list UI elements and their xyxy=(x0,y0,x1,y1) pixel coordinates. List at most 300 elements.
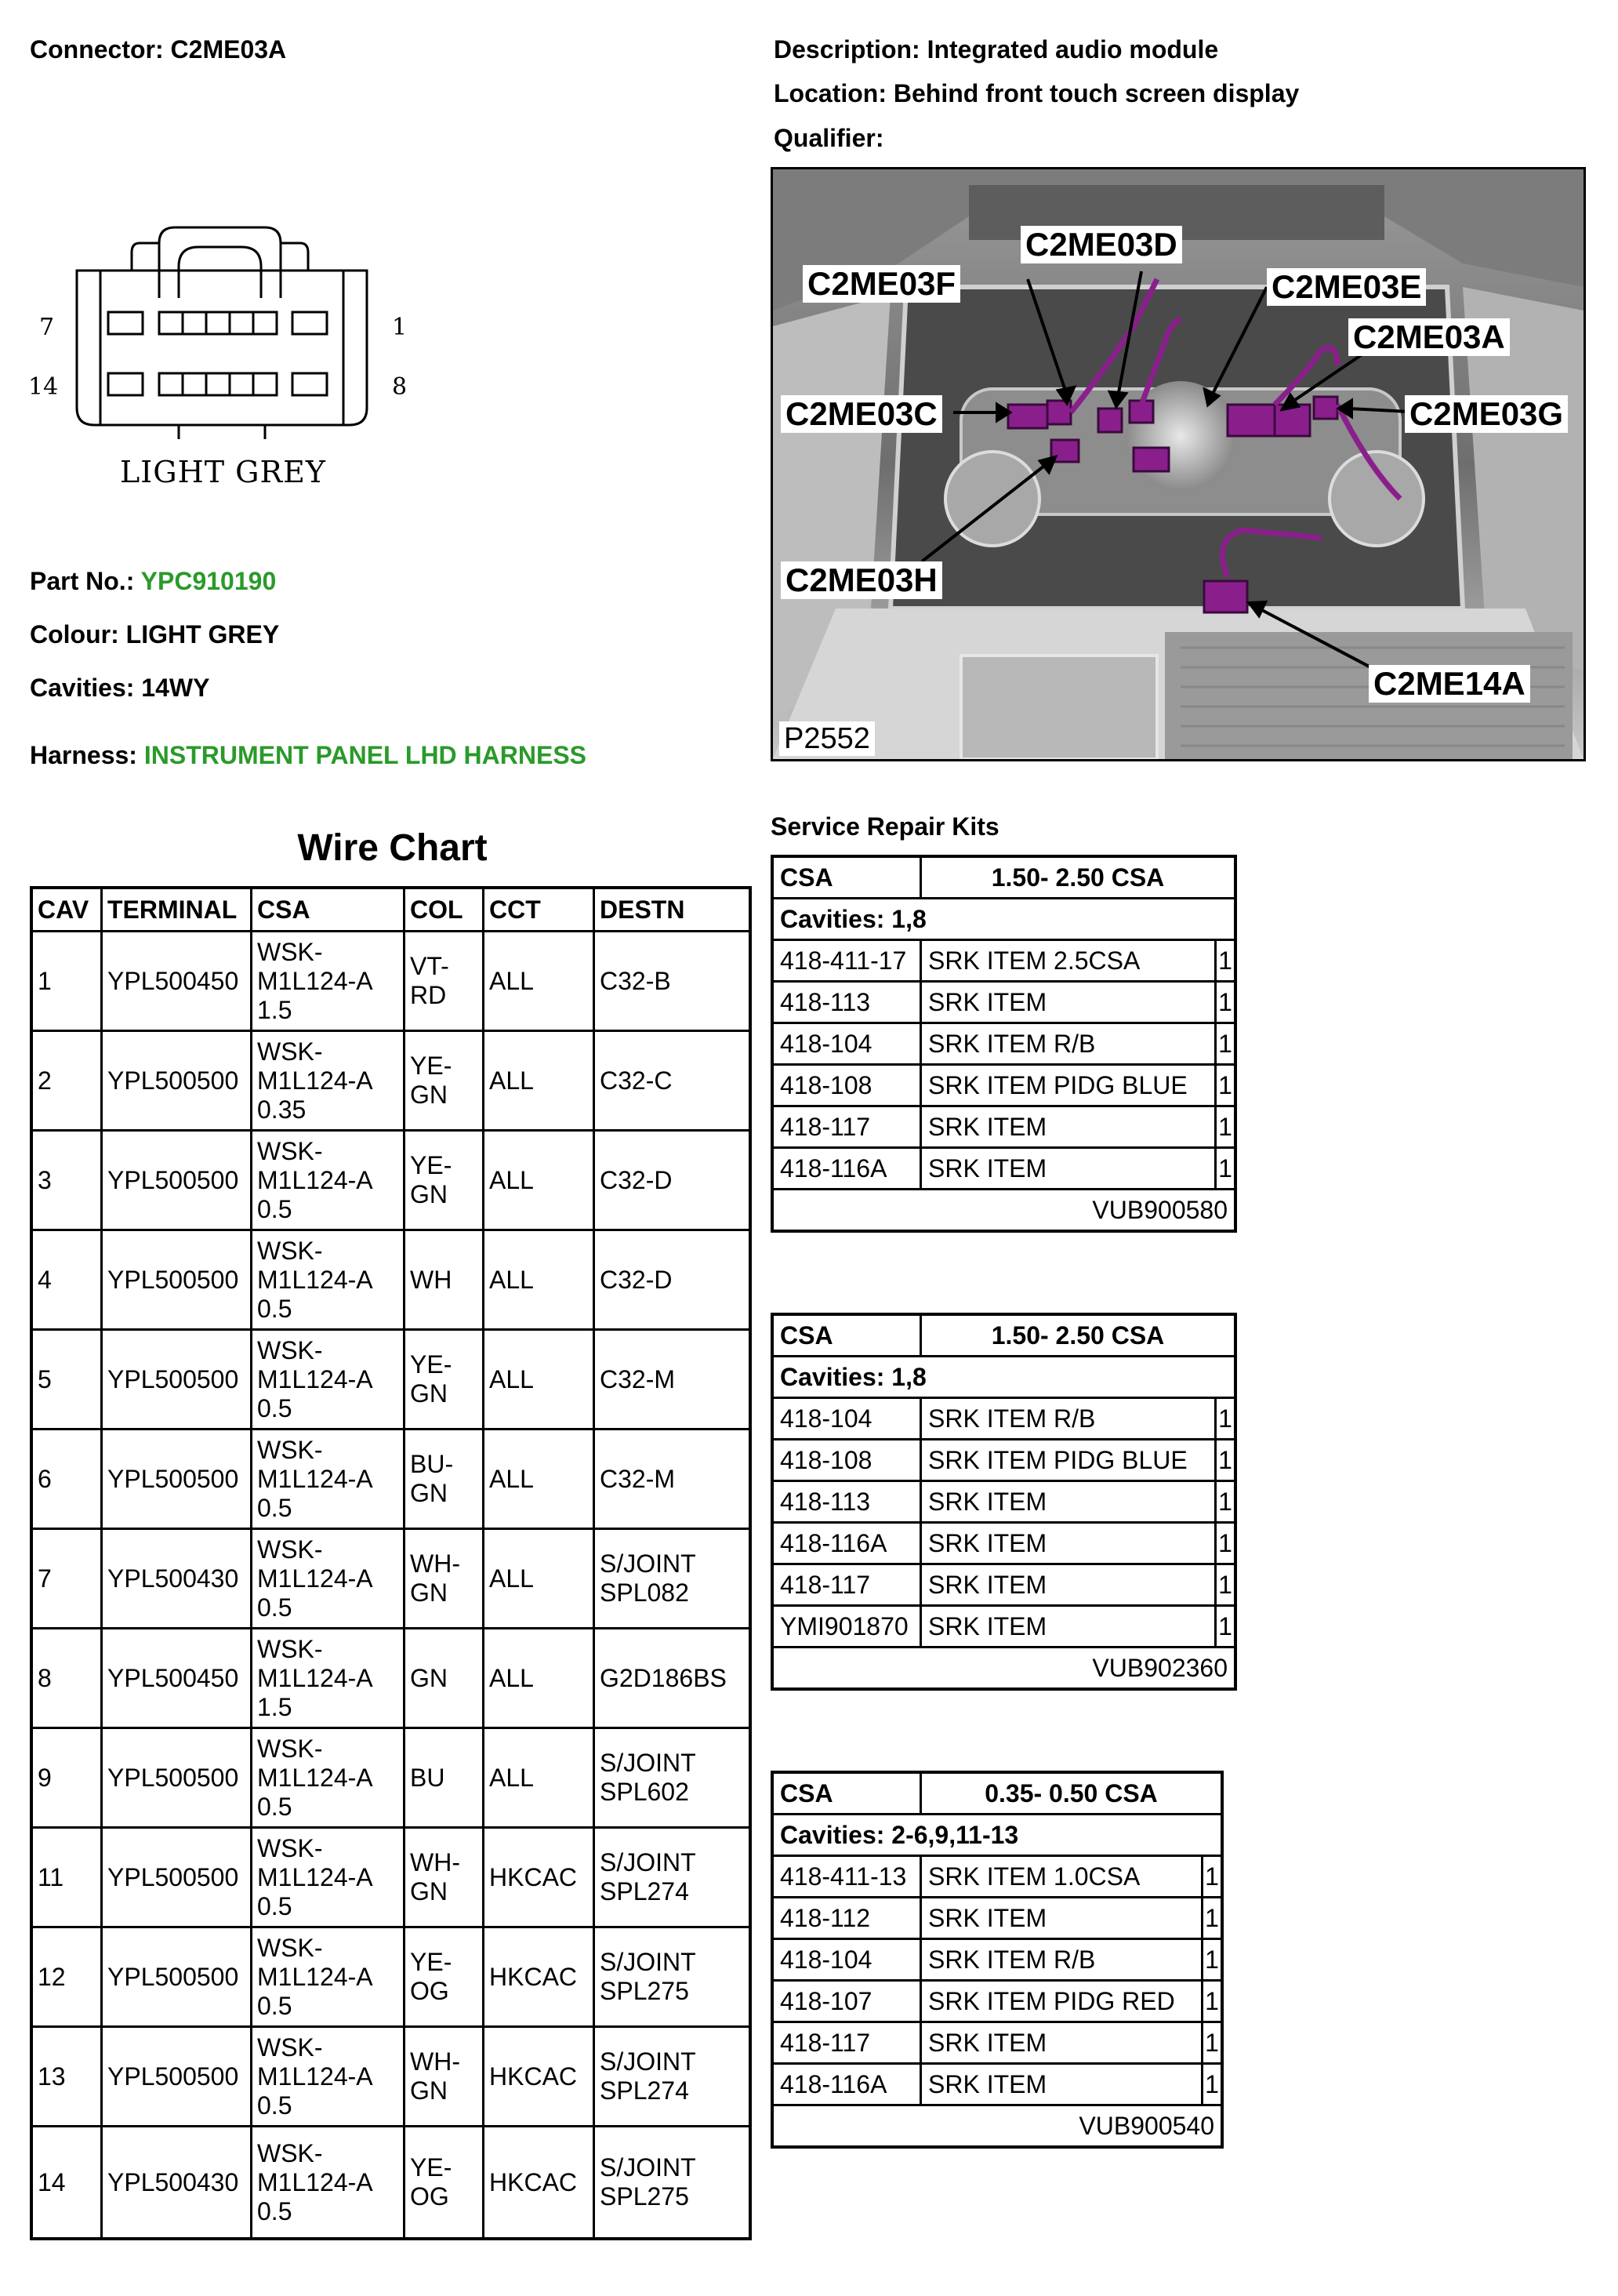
cell-csa xyxy=(252,2027,404,2127)
kit-item-code: 418-104 xyxy=(772,1023,921,1065)
cell-destn-line: S/JOINT xyxy=(600,1749,696,1777)
cell-col-line: GN xyxy=(410,1578,448,1607)
cell-destn-line: SPL082 xyxy=(600,1578,689,1607)
cell-csa xyxy=(252,2127,404,2240)
kit-item-code: 418-116A xyxy=(772,2064,921,2105)
cell-cct: HKCAC xyxy=(484,2027,594,2127)
cell-csa-line: M1L124-A xyxy=(257,1364,373,1393)
callout-c2me03a: C2ME03A xyxy=(1348,318,1510,356)
cell-csa-line: WSK- xyxy=(257,1037,323,1066)
kit-footer-row xyxy=(772,1648,1235,1690)
colour-value: LIGHT GREY xyxy=(125,620,280,648)
harness-label: Harness: xyxy=(30,741,137,769)
cell-destn xyxy=(594,1728,751,1828)
cell-col-line: OG xyxy=(410,1977,449,2005)
kit-item-desc: SRK ITEM xyxy=(921,1106,1216,1148)
cell-destn xyxy=(594,932,751,1031)
cell-terminal: YPL500500 xyxy=(102,1131,252,1230)
cell-terminal: YPL500500 xyxy=(102,1828,252,1927)
service-repair-kits-title: Service Repair Kits xyxy=(771,812,999,841)
pin-number-bottom-left: 14 xyxy=(28,373,59,401)
part-no-label: Part No.: xyxy=(30,567,135,595)
kit-cavities: Cavities: 2-6,9,11-13 xyxy=(772,1815,1222,1856)
kit-item-qty: 1 xyxy=(1203,1898,1223,1939)
connector-line xyxy=(30,35,286,64)
location-line xyxy=(774,78,1299,108)
cell-destn xyxy=(594,1927,751,2027)
cell-cav: 6 xyxy=(31,1430,102,1529)
kit-item-qty: 1 xyxy=(1203,2022,1223,2064)
cell-csa-line: M1L124-A xyxy=(257,1763,373,1792)
cell-col-line: BU xyxy=(410,1763,445,1792)
cell-csa xyxy=(252,1330,404,1430)
kit-csa-label: CSA xyxy=(772,1772,921,1815)
cell-csa-line: 1.5 xyxy=(257,995,292,1024)
cell-destn-line: C32-D xyxy=(600,1165,673,1194)
kit-cavities: Cavities: 1,8 xyxy=(772,1357,1235,1398)
cell-csa-line: WSK- xyxy=(257,1734,323,1763)
cell-csa-line: M1L124-A xyxy=(257,1464,373,1493)
cell-col-line: BU- xyxy=(410,1450,454,1478)
cell-cav: 8 xyxy=(31,1629,102,1728)
cell-terminal: YPL500500 xyxy=(102,1430,252,1529)
cell-csa-line: M1L124-A xyxy=(257,1862,373,1891)
kit-item-desc: SRK ITEM xyxy=(921,1606,1216,1648)
header-csa: CSA xyxy=(252,888,404,932)
cell-col-line: WH- xyxy=(410,1848,460,1876)
wire-chart-row xyxy=(31,1629,750,1728)
cell-csa-line: WSK- xyxy=(257,1136,323,1165)
wire-chart-row xyxy=(31,1430,750,1529)
kit-number: VUB902360 xyxy=(772,1648,1235,1690)
kit-csa-range: 1.50- 2.50 CSA xyxy=(921,856,1236,899)
harness-line xyxy=(30,740,586,770)
cell-col xyxy=(404,2127,484,2240)
cell-csa-line: WSK- xyxy=(257,937,323,966)
cell-col xyxy=(404,1529,484,1629)
kit-item-row xyxy=(772,1564,1235,1606)
connector-outline xyxy=(22,220,445,455)
wire-chart-row xyxy=(31,932,750,1031)
kit-item-qty: 1 xyxy=(1216,1023,1236,1065)
kit-item-desc: SRK ITEM xyxy=(921,1523,1216,1564)
kit-item-desc: SRK ITEM xyxy=(921,1898,1203,1939)
cell-destn xyxy=(594,1629,751,1728)
kit-number: VUB900580 xyxy=(772,1190,1235,1232)
header-destn: DESTN xyxy=(594,888,751,932)
location-label: Location: xyxy=(774,79,887,107)
cell-csa xyxy=(252,1430,404,1529)
kit-item-row xyxy=(772,1148,1235,1190)
kit-item-row xyxy=(772,2022,1222,2064)
repair-kit-table xyxy=(771,855,1237,1233)
cell-csa-line: WSK- xyxy=(257,1933,323,1962)
kit-item-code: 418-411-13 xyxy=(772,1856,921,1898)
kit-header-row xyxy=(772,1314,1235,1357)
cell-cav: 5 xyxy=(31,1330,102,1430)
cell-destn-line: SPL274 xyxy=(600,1877,689,1905)
kit-cavities-row xyxy=(772,899,1235,940)
kit-item-desc: SRK ITEM 1.0CSA xyxy=(921,1856,1203,1898)
kit-item-row xyxy=(772,1481,1235,1523)
connector-location-photo xyxy=(771,167,1586,761)
wire-chart-row xyxy=(31,1927,750,2027)
cell-col-line: GN xyxy=(410,2076,448,2105)
kit-footer-row xyxy=(772,1190,1235,1232)
cell-destn-line: S/JOINT xyxy=(600,1549,696,1578)
wire-chart-row xyxy=(31,1230,750,1330)
cell-cct: ALL xyxy=(484,1131,594,1230)
kit-cavities-row xyxy=(772,1815,1222,1856)
cell-csa-line: M1L124-A xyxy=(257,1165,373,1194)
wire-chart-row xyxy=(31,1330,750,1430)
kit-item-qty: 1 xyxy=(1203,1856,1223,1898)
cell-destn-line: SPL602 xyxy=(600,1778,689,1806)
cell-cav: 3 xyxy=(31,1131,102,1230)
cell-csa-line: M1L124-A xyxy=(257,2062,373,2091)
kit-item-desc: SRK ITEM xyxy=(921,2064,1203,2105)
cell-csa-line: 0.5 xyxy=(257,1891,292,1920)
cell-terminal: YPL500430 xyxy=(102,1529,252,1629)
cell-cav: 7 xyxy=(31,1529,102,1629)
cell-destn xyxy=(594,1031,751,1131)
cell-col-line: GN xyxy=(410,1479,448,1507)
cell-destn xyxy=(594,2127,751,2240)
cell-col-line: GN xyxy=(410,1379,448,1408)
kit-item-qty: 1 xyxy=(1216,1564,1236,1606)
cell-csa-line: M1L124-A xyxy=(257,1066,373,1095)
cell-col-line: GN xyxy=(410,1180,448,1208)
cell-col-line: YE- xyxy=(410,1350,452,1379)
kit-item-qty: 1 xyxy=(1216,1440,1236,1481)
kit-item-desc: SRK ITEM PIDG RED xyxy=(921,1981,1203,2022)
cell-cct: ALL xyxy=(484,1629,594,1728)
cell-csa-line: 0.5 xyxy=(257,1593,292,1622)
cell-destn xyxy=(594,1330,751,1430)
kit-footer-row xyxy=(772,2105,1222,2148)
cell-destn xyxy=(594,1529,751,1629)
wire-chart-row xyxy=(31,1131,750,1230)
cell-destn xyxy=(594,1230,751,1330)
cell-terminal: YPL500500 xyxy=(102,1230,252,1330)
cell-destn-line: SPL275 xyxy=(600,1977,689,2005)
cell-destn xyxy=(594,1430,751,1529)
cell-col xyxy=(404,1828,484,1927)
connector-value: C2ME03A xyxy=(170,35,287,64)
cell-csa-line: 0.35 xyxy=(257,1095,307,1124)
repair-kit-table xyxy=(771,1313,1237,1691)
kit-item-desc: SRK ITEM xyxy=(921,1481,1216,1523)
cell-csa-line: M1L124-A xyxy=(257,1962,373,1991)
wire-chart-header-row xyxy=(31,888,750,932)
cell-cct: HKCAC xyxy=(484,1927,594,2027)
cell-csa-line: WSK- xyxy=(257,1833,323,1862)
pin-number-top-left: 7 xyxy=(39,314,55,341)
kit-item-row xyxy=(772,2064,1222,2105)
cell-csa xyxy=(252,1230,404,1330)
cell-terminal: YPL500450 xyxy=(102,932,252,1031)
kit-item-qty: 1 xyxy=(1216,1106,1236,1148)
wire-chart-row xyxy=(31,2027,750,2127)
cell-cct: ALL xyxy=(484,932,594,1031)
kit-item-qty: 1 xyxy=(1216,1148,1236,1190)
kit-item-code: 418-104 xyxy=(772,1939,921,1981)
part-no-line xyxy=(30,566,276,596)
kit-item-code: 418-117 xyxy=(772,1564,921,1606)
cell-terminal: YPL500500 xyxy=(102,1927,252,2027)
kit-item-row xyxy=(772,1023,1235,1065)
wire-chart-row xyxy=(31,1728,750,1828)
cell-csa xyxy=(252,1031,404,1131)
wire-chart-body xyxy=(31,932,750,2240)
kit-item-qty: 1 xyxy=(1216,940,1236,982)
kit-item-row xyxy=(772,1398,1235,1440)
wire-chart-row xyxy=(31,1031,750,1131)
cell-destn-line: S/JOINT xyxy=(600,2047,696,2076)
cell-terminal: YPL500500 xyxy=(102,2027,252,2127)
cell-cav: 9 xyxy=(31,1728,102,1828)
header-cav: CAV xyxy=(31,888,102,932)
part-no-link[interactable]: YPC910190 xyxy=(140,567,277,595)
kit-item-row xyxy=(772,1898,1222,1939)
kit-item-qty: 1 xyxy=(1216,1065,1236,1106)
header-col: COL xyxy=(404,888,484,932)
kit-item-qty: 1 xyxy=(1216,1481,1236,1523)
cell-destn xyxy=(594,2027,751,2127)
kit-item-code: 418-411-17 xyxy=(772,940,921,982)
kit-item-desc: SRK ITEM xyxy=(921,1564,1216,1606)
callout-c2me03e: C2ME03E xyxy=(1267,268,1426,306)
kit-item-code: 418-108 xyxy=(772,1440,921,1481)
callout-c2me14a: C2ME14A xyxy=(1369,665,1530,703)
cell-col-line: YE- xyxy=(410,1151,452,1179)
kit-item-row xyxy=(772,1939,1222,1981)
kit-item-code: 418-113 xyxy=(772,982,921,1023)
colour-label: Colour: xyxy=(30,620,119,648)
cell-csa-line: WSK- xyxy=(257,2138,323,2167)
kit-item-code: 418-104 xyxy=(772,1398,921,1440)
kit-item-code: 418-112 xyxy=(772,1898,921,1939)
kit-item-qty: 1 xyxy=(1203,1981,1223,2022)
header-terminal: TERMINAL xyxy=(102,888,252,932)
cell-csa-line: WSK- xyxy=(257,1634,323,1663)
cell-destn xyxy=(594,1828,751,1927)
cell-cav: 14 xyxy=(31,2127,102,2240)
kit-item-desc: SRK ITEM 2.5CSA xyxy=(921,940,1216,982)
kit-item-desc: SRK ITEM R/B xyxy=(921,1398,1216,1440)
kit-item-code: 418-117 xyxy=(772,1106,921,1148)
cell-csa xyxy=(252,1728,404,1828)
cell-col-line: RD xyxy=(410,981,447,1009)
kit-item-desc: SRK ITEM xyxy=(921,2022,1203,2064)
kit-item-code: 418-117 xyxy=(772,2022,921,2064)
kit-item-code: 418-107 xyxy=(772,1981,921,2022)
cell-cav: 4 xyxy=(31,1230,102,1330)
description-value: Integrated audio module xyxy=(927,35,1219,64)
cell-csa-line: 0.5 xyxy=(257,1493,292,1522)
callout-c2me03g: C2ME03G xyxy=(1405,395,1568,433)
pin-number-bottom-right: 8 xyxy=(392,373,408,401)
cell-col xyxy=(404,1927,484,2027)
cell-col-line: VT- xyxy=(410,952,449,980)
cell-col-line: GN xyxy=(410,1877,448,1905)
cell-cct: ALL xyxy=(484,1430,594,1529)
cell-csa-line: WSK- xyxy=(257,1435,323,1464)
cell-csa-line: WSK- xyxy=(257,1335,323,1364)
cell-cct: HKCAC xyxy=(484,1828,594,1927)
description-line xyxy=(774,35,1218,64)
cell-col-line: WH- xyxy=(410,2047,460,2076)
cell-destn-line: S/JOINT xyxy=(600,1948,696,1976)
description-label: Description: xyxy=(774,35,920,64)
cell-destn-line: SPL275 xyxy=(600,2182,689,2211)
kit-item-row xyxy=(772,1856,1222,1898)
cell-col-line: WH xyxy=(410,1265,452,1294)
harness-link[interactable]: INSTRUMENT PANEL LHD HARNESS xyxy=(143,741,587,769)
cell-destn xyxy=(594,1131,751,1230)
cell-destn-line: C32-D xyxy=(600,1265,673,1294)
cell-destn-line: C32-C xyxy=(600,1066,673,1095)
cell-col xyxy=(404,1430,484,1529)
wire-chart-row xyxy=(31,1529,750,1629)
kit-number: VUB900540 xyxy=(772,2105,1222,2148)
cell-col-line: WH- xyxy=(410,1549,460,1578)
cell-cct: ALL xyxy=(484,1529,594,1629)
cell-terminal: YPL500500 xyxy=(102,1031,252,1131)
kit-item-desc: SRK ITEM R/B xyxy=(921,1023,1216,1065)
cell-terminal: YPL500430 xyxy=(102,2127,252,2240)
cell-cav: 13 xyxy=(31,2027,102,2127)
qualifier-label: Qualifier: xyxy=(774,124,884,152)
kit-csa-label: CSA xyxy=(772,1314,921,1357)
cell-csa-line: WSK- xyxy=(257,1236,323,1265)
cavities-value: 14WY xyxy=(141,674,210,702)
cell-cct: HKCAC xyxy=(484,2127,594,2240)
cell-csa-line: M1L124-A xyxy=(257,1265,373,1294)
cell-col xyxy=(404,1728,484,1828)
kit-item-qty: 1 xyxy=(1216,1606,1236,1648)
kit-item-code: 418-116A xyxy=(772,1148,921,1190)
cell-cav: 11 xyxy=(31,1828,102,1927)
cell-csa-line: 0.5 xyxy=(257,1792,292,1821)
cell-csa-line: 0.5 xyxy=(257,1393,292,1422)
kit-item-row xyxy=(772,1981,1222,2022)
header-cct: CCT xyxy=(484,888,594,932)
cell-col-line: GN xyxy=(410,1081,448,1109)
kit-item-row xyxy=(772,1106,1235,1148)
repair-kit-table xyxy=(771,1771,1224,2149)
connector-label: Connector: xyxy=(30,35,164,64)
cell-destn-line: C32-M xyxy=(600,1364,676,1393)
kit-item-row xyxy=(772,1065,1235,1106)
cell-csa-line: WSK- xyxy=(257,1535,323,1564)
kit-item-qty: 1 xyxy=(1216,1398,1236,1440)
cell-col-line: YE- xyxy=(410,1052,452,1080)
cell-col-line: OG xyxy=(410,2182,449,2211)
cell-csa xyxy=(252,1828,404,1927)
cell-destn-line: C32-B xyxy=(600,966,671,995)
kit-item-qty: 1 xyxy=(1216,982,1236,1023)
cell-col-line: YE- xyxy=(410,1948,452,1976)
cell-terminal: YPL500450 xyxy=(102,1629,252,1728)
cell-csa xyxy=(252,932,404,1031)
connector-colour-caption: LIGHT GREY xyxy=(120,455,326,489)
kit-item-desc: SRK ITEM PIDG BLUE xyxy=(921,1065,1216,1106)
cavities-label: Cavities: xyxy=(30,674,135,702)
wire-chart-table xyxy=(30,886,752,2240)
cell-csa-line: 1.5 xyxy=(257,1692,292,1721)
kit-item-code: YMI901870 xyxy=(772,1606,921,1648)
cell-csa xyxy=(252,1529,404,1629)
cell-destn-line: G2D186BS xyxy=(600,1663,727,1692)
cell-csa xyxy=(252,1131,404,1230)
cell-destn-line: SPL274 xyxy=(600,2076,689,2105)
kit-item-row xyxy=(772,982,1235,1023)
kit-item-desc: SRK ITEM xyxy=(921,1148,1216,1190)
kit-csa-range: 1.50- 2.50 CSA xyxy=(921,1314,1236,1357)
kit-item-code: 418-113 xyxy=(772,1481,921,1523)
cell-csa-line: 0.5 xyxy=(257,1991,292,2020)
kit-item-desc: SRK ITEM xyxy=(921,982,1216,1023)
kit-csa-range: 0.35- 0.50 CSA xyxy=(921,1772,1223,1815)
cell-csa-line: M1L124-A xyxy=(257,1663,373,1692)
kit-item-qty: 1 xyxy=(1216,1523,1236,1564)
cell-csa-line: M1L124-A xyxy=(257,1564,373,1593)
wire-chart-row xyxy=(31,1828,750,1927)
kit-item-code: 418-116A xyxy=(772,1523,921,1564)
connector-face-diagram xyxy=(22,220,445,502)
cell-csa-line: 0.5 xyxy=(257,2196,292,2225)
location-value: Behind front touch screen display xyxy=(893,79,1300,107)
cell-csa-line: WSK- xyxy=(257,2033,323,2062)
cell-destn-line: S/JOINT xyxy=(600,1848,696,1876)
kit-cavities: Cavities: 1,8 xyxy=(772,899,1235,940)
kit-item-qty: 1 xyxy=(1203,1939,1223,1981)
cell-csa xyxy=(252,1927,404,2027)
cell-col-line: GN xyxy=(410,1663,448,1692)
cell-csa-line: 0.5 xyxy=(257,2091,292,2120)
pin-number-top-right: 1 xyxy=(392,314,408,341)
cell-destn-line: S/JOINT xyxy=(600,2153,696,2182)
cell-csa-line: M1L124-A xyxy=(257,966,373,995)
cell-col xyxy=(404,1131,484,1230)
kit-item-code: 418-108 xyxy=(772,1065,921,1106)
kit-csa-label: CSA xyxy=(772,856,921,899)
cell-col xyxy=(404,1230,484,1330)
kit-cavities-row xyxy=(772,1357,1235,1398)
wire-chart-title: Wire Chart xyxy=(297,827,488,869)
cell-col xyxy=(404,932,484,1031)
kit-item-row xyxy=(772,940,1235,982)
cell-cct: ALL xyxy=(484,1330,594,1430)
cell-cct: ALL xyxy=(484,1031,594,1131)
kit-item-row xyxy=(772,1523,1235,1564)
cell-cav: 12 xyxy=(31,1927,102,2027)
cell-terminal: YPL500500 xyxy=(102,1330,252,1430)
cell-csa-line: 0.5 xyxy=(257,1294,292,1323)
cell-csa xyxy=(252,1629,404,1728)
cell-csa-line: M1L124-A xyxy=(257,2167,373,2196)
cell-csa-line: 0.5 xyxy=(257,1194,292,1223)
cell-destn-line: C32-M xyxy=(600,1464,676,1493)
cell-cav: 1 xyxy=(31,932,102,1031)
cell-col xyxy=(404,1330,484,1430)
cavities-line xyxy=(30,673,209,703)
callout-c2me03h: C2ME03H xyxy=(781,561,942,599)
cell-cct: ALL xyxy=(484,1728,594,1828)
kit-item-qty: 1 xyxy=(1203,2064,1223,2105)
cell-col xyxy=(404,1031,484,1131)
